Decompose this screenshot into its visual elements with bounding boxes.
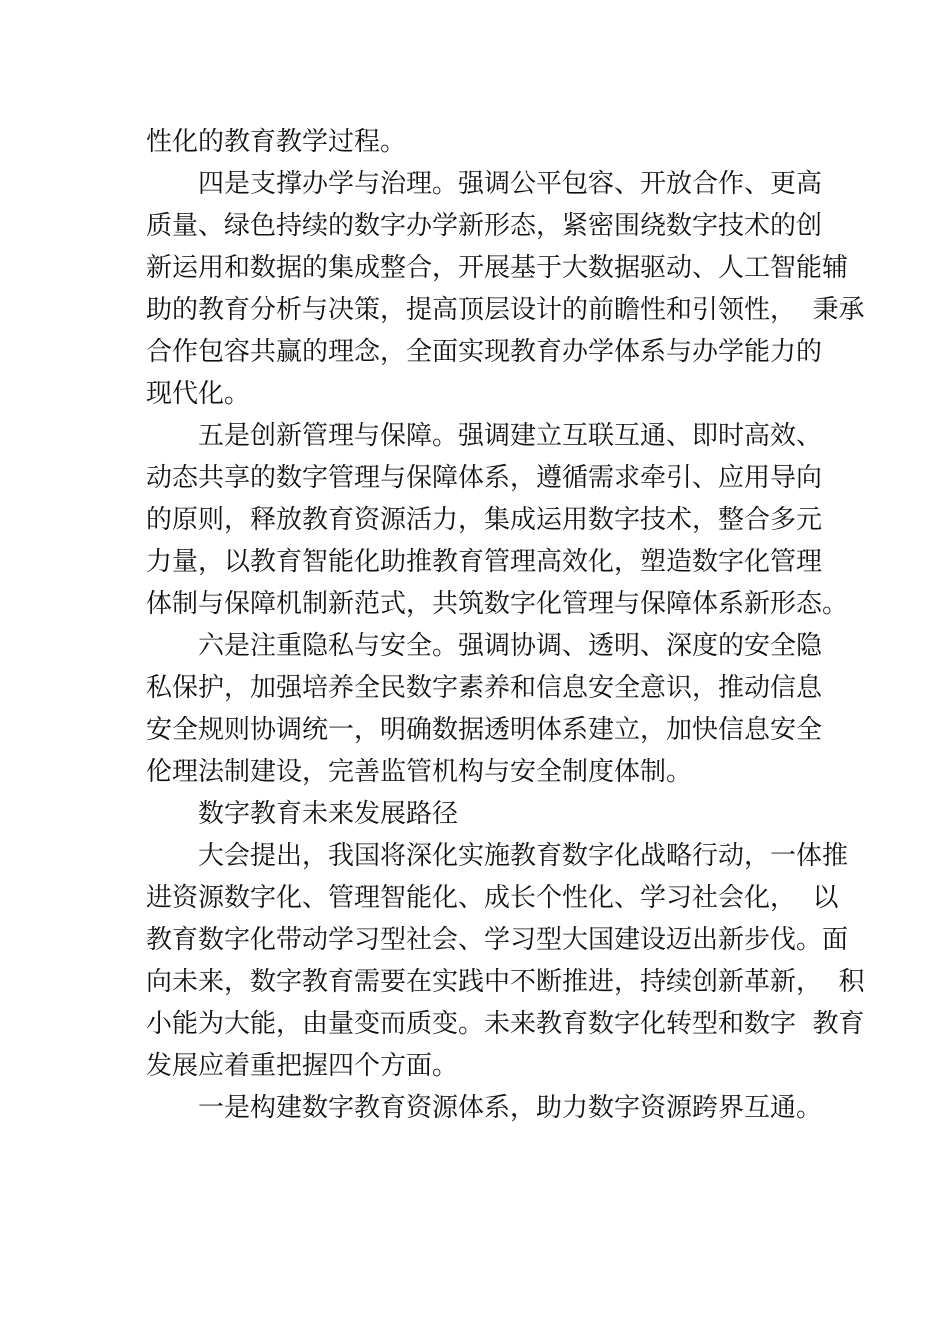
text-line: 安全规则协调统一，明确数据透明体系建立，加快信息安全 <box>146 715 823 745</box>
text-line: 合作包容共赢的理念，全面实现教育办学体系与办学能力的 <box>146 337 823 367</box>
text-line: 的原则，释放教育资源活力，集成运用数字技术，整合多元 <box>146 505 823 535</box>
text-line: 大会提出，我国将深化实施教育数字化战略行动，一体推 <box>198 841 849 871</box>
text-line: 力量，以教育智能化助推教育管理高效化，塑造数字化管理 <box>146 547 823 577</box>
text-line: 动态共享的数字管理与保障体系，遵循需求牵引、应用导向 <box>146 463 823 493</box>
paragraph-heading-one: 一是构建数字教育资源体系，助力数字资源跨界互通。 <box>198 1093 823 1123</box>
paragraph-heading-six: 六是注重隐私与安全。强调协调、透明、深度的安全隐 <box>198 631 823 661</box>
text-line: 向未来，数字教育需要在实践中不断推进，持续创新革新， 积 <box>146 967 865 997</box>
text-line: 教育数字化带动学习型社会、学习型大国建设迈出新步伐。面 <box>146 925 849 955</box>
text-line: 现代化。 <box>146 379 251 409</box>
text-line: 发展应着重把握四个方面。 <box>146 1051 459 1081</box>
text-line: 体制与保障机制新范式，共筑数字化管理与保障体系新形态。 <box>146 589 849 619</box>
paragraph-heading-four: 四是支撑办学与治理。强调公平包容、开放合作、更高 <box>198 169 823 199</box>
text-line: 小能为大能，由量变而质变。未来教育数字化转型和数字 教育 <box>146 1009 865 1039</box>
text-line: 性化的教育教学过程。 <box>146 127 407 157</box>
text-line: 私保护，加强培养全民数字素养和信息安全意识，推动信息 <box>146 673 823 703</box>
section-heading: 数字教育未来发展路径 <box>198 799 459 829</box>
text-line: 新运用和数据的集成整合，开展基于大数据驱动、人工智能辅 <box>146 253 849 283</box>
text-line: 伦理法制建设，完善监管机构与安全制度体制。 <box>146 757 693 787</box>
text-line: 质量、绿色持续的数字办学新形态，紧密围绕数字技术的创 <box>146 211 823 241</box>
text-line: 助的教育分析与决策，提高顶层设计的前瞻性和引领性， 秉承 <box>146 295 865 325</box>
text-line: 进资源数字化、管理智能化、成长个性化、学习社会化， 以 <box>146 883 839 913</box>
paragraph-heading-five: 五是创新管理与保障。强调建立互联互通、即时高效、 <box>198 421 823 451</box>
